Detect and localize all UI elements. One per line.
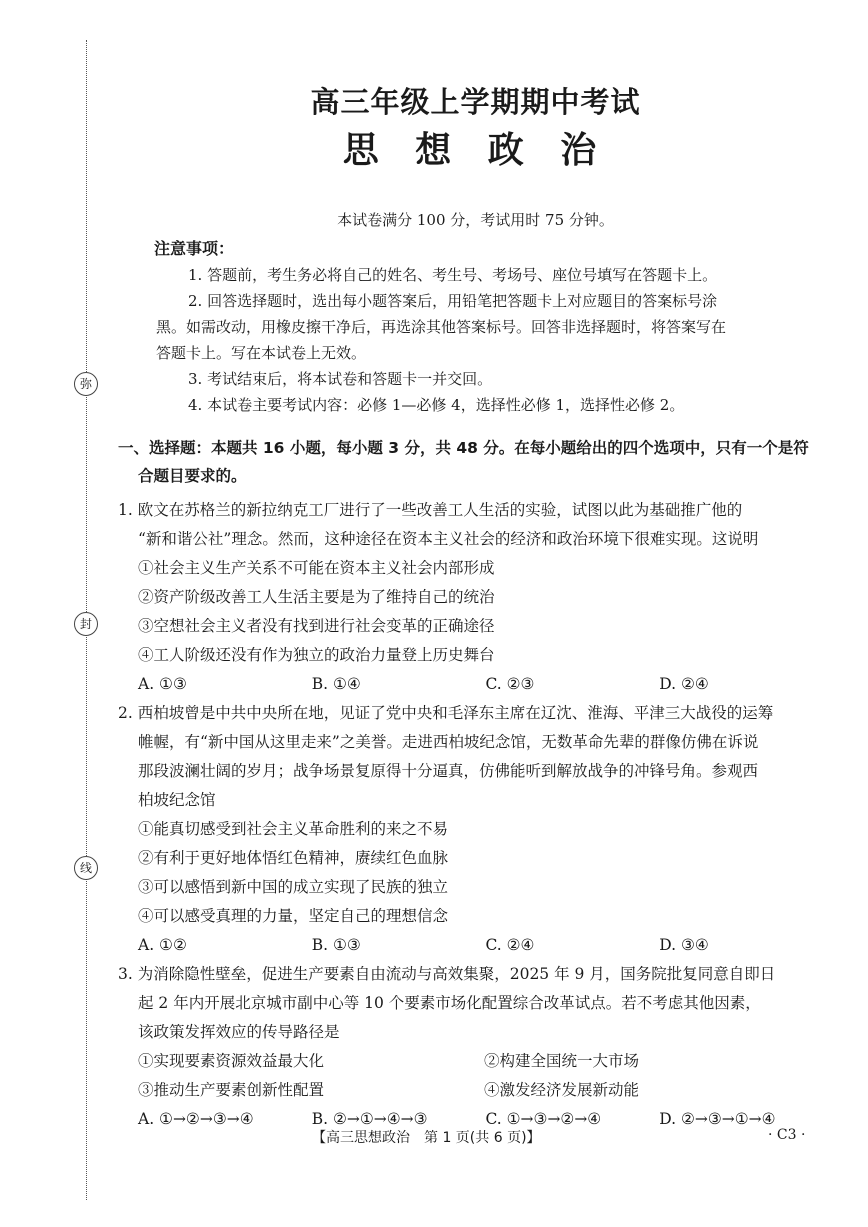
option-d: D. ②④ <box>659 675 709 693</box>
notice-item-cont: 黑。如需改动，用橡皮擦干净后，再选涂其他答案标号。回答非选择题时，将答案写在 <box>156 318 727 336</box>
question-stem: 起 2 年内开展北京城市副中心等 10 个要素市场化配置综合改革试点。若不考虑其他因素， <box>138 994 761 1012</box>
option-a: A. ①→②→③→④ <box>138 1110 254 1128</box>
statement: ①社会主义生产关系不可能在资本主义社会内部形成 <box>138 559 495 577</box>
section-line: 合题目要求的。 <box>138 467 247 485</box>
statement-row <box>118 1047 833 1076</box>
question-stem: 该政策发挥效应的传导路径是 <box>138 1023 340 1041</box>
statement: ③推动生产要素创新性配置 <box>138 1081 325 1099</box>
notice-title: 注意事项： <box>154 239 235 258</box>
option-a: A. ①③ <box>138 675 187 693</box>
question-2 <box>118 699 833 960</box>
margin-char-mi: 弥 <box>74 372 98 396</box>
section-heading <box>118 434 833 490</box>
page-footer <box>0 1127 868 1149</box>
notice-item-cont: 答题卡上。写在本试卷上无效。 <box>156 344 367 362</box>
question-stem: 那段波澜壮阔的岁月；战争场景复原得十分逼真，仿佛能听到解放战争的冲锋号角。参观西 <box>138 762 759 780</box>
option-c: C. ②④ <box>485 936 535 954</box>
notice-item: 1. 答题前，考生务必将自己的姓名、考生号、考场号、座位号填写在答题卡上。 <box>188 266 718 284</box>
option-d: D. ③④ <box>659 936 709 954</box>
section-line: 一、选择题：本题共 16 小题，每小题 3 分，共 48 分。在每小题给出的四个选项中，只有一个是符 <box>118 439 809 457</box>
statement: ③空想社会主义者没有找到进行社会变革的正确途径 <box>138 617 495 635</box>
question-3 <box>118 960 833 1134</box>
question-stem: 1. 欧文在苏格兰的新拉纳克工厂进行了一些改善工人生活的实验，试图以此为基础推广他的 <box>118 501 743 519</box>
statement: ③可以感悟到新中国的成立实现了民族的独立 <box>138 878 449 896</box>
margin-char-xian: 线 <box>74 856 98 880</box>
statement: ④激发经济发展新动能 <box>484 1081 640 1099</box>
question-stem: 柏坡纪念馆 <box>138 791 216 809</box>
question-stem: 3. 为消除隐性壁垒，促进生产要素自由流动与高效集聚，2025 年 9 月，国务院批复同意自即日 <box>118 965 776 983</box>
exam-title: 高三年级上学期期中考试 <box>310 85 641 119</box>
option-b: B. ②→①→④→③ <box>311 1110 428 1128</box>
statement: ①能真切感受到社会主义革命胜利的来之不易 <box>138 820 449 838</box>
footer-page-info: 【高三思想政治 第 1 页(共 6 页)】 <box>312 1130 541 1146</box>
option-b: B. ①③ <box>311 936 361 954</box>
notice-item: 2. 回答选择题时，选出每小题答案后，用铅笔把答题卡上对应题目的答案标号涂 <box>188 292 718 310</box>
statement: ④可以感受真理的力量，坚定自己的理想信念 <box>138 907 449 925</box>
option-c: C. ①→③→②→④ <box>485 1110 602 1128</box>
exam-intro: 本试卷满分 100 分，考试用时 75 分钟。 <box>337 211 614 229</box>
exam-subject: 思 想 政 治 <box>342 130 609 171</box>
margin-char-feng: 封 <box>74 612 98 636</box>
question-1 <box>118 496 833 699</box>
option-d: D. ②→③→①→④ <box>659 1110 776 1128</box>
question-stem: “新和谐公社”理念。然而，这种途径在资本主义社会的经济和政治环境下很难实现。这说明 <box>138 530 759 548</box>
notice-block <box>118 236 833 418</box>
statement-row <box>118 1076 833 1105</box>
notice-item: 4. 本试卷主要考试内容：必修 1—必修 4，选择性必修 1，选择性必修 2。 <box>188 396 685 414</box>
options-row <box>118 670 833 699</box>
footer-code: · C3 · <box>768 1127 806 1143</box>
question-stem: 2. 西柏坡曾是中共中央所在地，见证了党中央和毛泽东主席在辽沈、淮海、平津三大战役的运筹 <box>118 704 774 722</box>
exam-page <box>118 80 833 1134</box>
statement: ②资产阶级改善工人生活主要是为了维持自己的统治 <box>138 588 495 606</box>
statement: ②构建全国统一大市场 <box>484 1052 640 1070</box>
option-c: C. ②③ <box>485 675 535 693</box>
question-stem: 帷幄，有“新中国从这里走来”之美誉。走进西柏坡纪念馆，无数革命先辈的群像仿佛在诉说 <box>138 733 759 751</box>
options-row <box>118 931 833 960</box>
statement: ②有利于更好地体悟红色精神，赓续红色血脉 <box>138 849 449 867</box>
option-a: A. ①② <box>138 936 187 954</box>
notice-item: 3. 考试结束后，将本试卷和答题卡一并交回。 <box>188 370 493 388</box>
statement: ④工人阶级还没有作为独立的政治力量登上历史舞台 <box>138 646 495 664</box>
statement: ①实现要素资源效益最大化 <box>138 1052 325 1070</box>
option-b: B. ①④ <box>311 675 361 693</box>
